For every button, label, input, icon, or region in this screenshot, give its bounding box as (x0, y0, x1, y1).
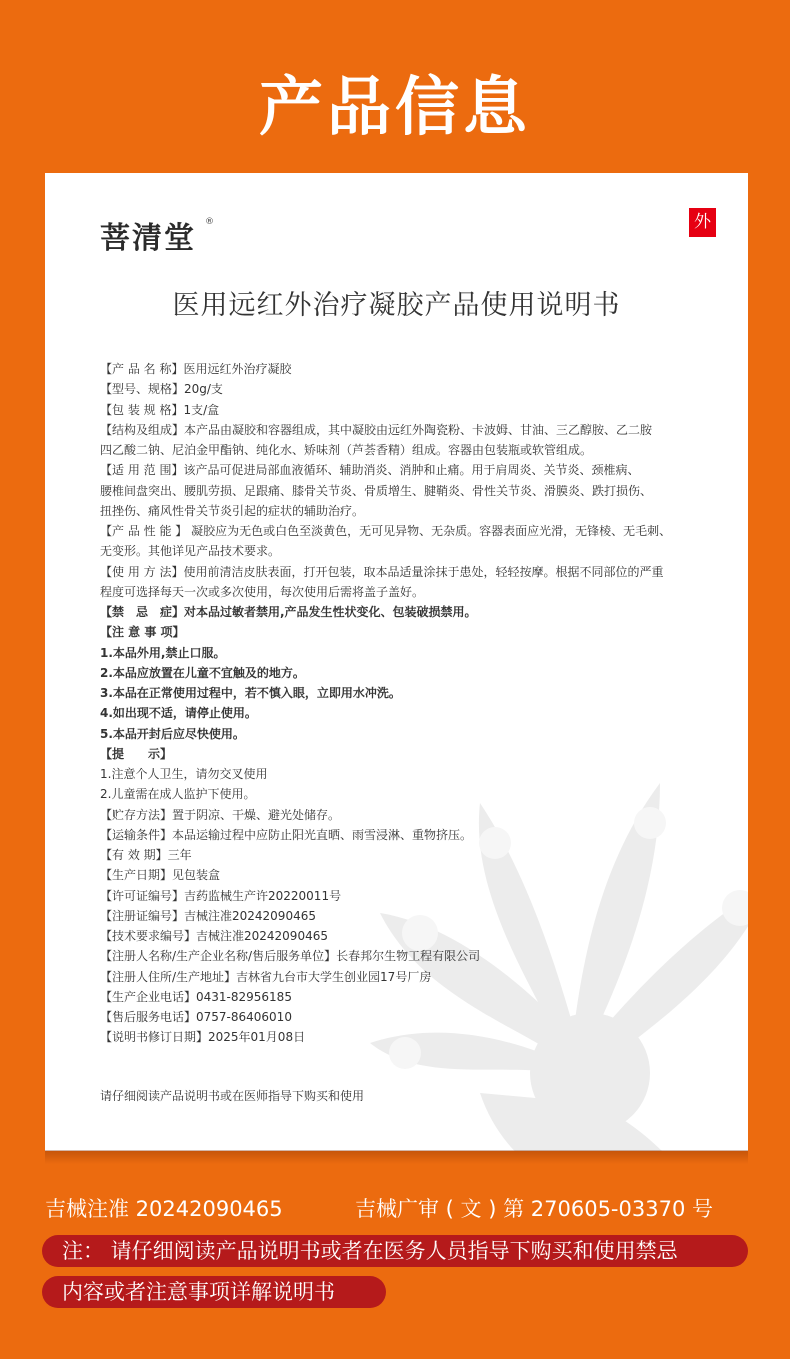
registered-mark: ® (205, 217, 214, 227)
text-line: 【生产日期】见包装盒 (100, 868, 221, 883)
text-line: 2.儿童需在成人监护下使用。 (100, 787, 256, 802)
ad-approval-number: 吉械广审 ( 文 ) 第 270605-03370 号 (355, 1197, 713, 1221)
precautions-heading: 【注 意 事 项】 (100, 625, 185, 640)
text-line: 【适 用 范 围】该产品可促进局部血液循环、辅助消炎、消肿和止痛。用于肩周炎、关节炎、颈椎病、 (100, 463, 640, 478)
text-line: 【说明书修订日期】2025年01月08日 (100, 1030, 306, 1045)
brand-logo: 菩清堂 (100, 221, 196, 256)
notice-line-2: 内容或者注意事项详解说明书 (62, 1280, 335, 1304)
text-line: 【产 品 名 称】医用远红外治疗凝胶 (100, 362, 292, 376)
text-line: 【注册人住所/生产地址】吉林省九台市大学生创业园17号厂房 (100, 969, 432, 984)
text-line: 1.注意个人卫生，请勿交叉使用 (100, 767, 268, 781)
tips-heading: 【提 示】 (100, 746, 173, 761)
precaution-item: 3.本品在正常使用过程中，若不慎入眼，立即用水冲洗。 (100, 686, 401, 700)
text-line: 【使 用 方 法】使用前清洁皮肤表面，打开包装，取本品适量涂抹于患处，轻轻按摩。根据不同部位的严重 (100, 564, 664, 579)
text-line: 【结构及组成】本产品由凝胶和容器组成，其中凝胶由远红外陶瓷粉、卡波姆、甘油、三乙醇胺、乙二胺 (100, 422, 653, 437)
precaution-item: 2.本品应放置在儿童不宜触及的地方。 (100, 665, 305, 680)
text-line: 【注册证编号】吉械注准20242090465 (100, 908, 316, 923)
text-line: 扭挫伤、痛风性骨关节炎引起的症状的辅助治疗。 (100, 503, 365, 518)
precaution-item: 5.本品开封后应尽快使用。 (100, 726, 245, 741)
text-line: 【许可证编号】吉药监械生产许20220011号 (100, 888, 342, 903)
notice-pill-1 (42, 1235, 748, 1267)
text-line: 【包 装 规 格】1支/盒 (100, 402, 220, 417)
contraindication-line: 【禁 忌 症】对本品过敏者禁用,产品发生性状变化、包装破损禁用。 (100, 605, 477, 619)
notice-pill-2 (42, 1276, 386, 1308)
text-line: 【运输条件】本品运输过程中应防止阳光直晒、雨雪浸淋、重物挤压。 (100, 827, 473, 842)
precaution-item: 1.本品外用,禁止口服。 (100, 645, 226, 660)
registration-number: 吉械注准 20242090465 (45, 1197, 283, 1221)
text-line: 【贮存方法】置于阴凉、干燥、避光处储存。 (100, 807, 341, 822)
instruction-card (45, 173, 748, 1151)
purchase-advice: 请仔细阅读产品说明书或在医师指导下购买和使用 (100, 1089, 365, 1103)
text-line: 【生产企业电话】0431-82956185 (100, 989, 292, 1004)
text-line: 腰椎间盘突出、腰肌劳损、足跟痛、膝骨关节炎、骨质增生、腱鞘炎、骨性关节炎、滑膜炎、跌打损伤、 (100, 483, 653, 498)
text-line: 【型号、规格】20g/支 (100, 382, 223, 397)
external-use-badge: 外 (689, 208, 716, 237)
text-line: 【产 品 性 能 】 凝胶应为无色或白色至淡黄色，无可见异物、无杂质。容器表面应光滑，无锋棱、无毛刺、 (100, 524, 672, 538)
text-line: 【技术要求编号】吉械注准20242090465 (100, 929, 328, 943)
text-line: 程度可选择每天一次或多次使用，每次使用后需将盖子盖好。 (100, 584, 425, 599)
text-line: 无变形。其他详见产品技术要求。 (100, 544, 281, 559)
document-title: 医用远红外治疗凝胶产品使用说明书 (172, 290, 621, 321)
text-line: 【注册人名称/生产企业名称/售后服务单位】长春邦尔生物工程有限公司 (100, 949, 481, 964)
page-title: 产品信息 (259, 70, 531, 145)
text-line: 【有 效 期】三年 (100, 848, 192, 862)
text-line: 【售后服务电话】0757-86406010 (100, 1010, 292, 1024)
notice-line-1: 注： 请仔细阅读产品说明书或者在医务人员指导下购买和使用禁忌 (62, 1239, 678, 1263)
text-line: 四乙酸二钠、尼泊金甲酯钠、纯化水、矫味剂（芦荟香精）组成。容器由包装瓶或软管组成。 (100, 443, 593, 457)
precaution-item: 4.如出现不适，请停止使用。 (100, 706, 257, 721)
instruction-body (100, 359, 715, 1048)
card-shadow (45, 1150, 748, 1164)
